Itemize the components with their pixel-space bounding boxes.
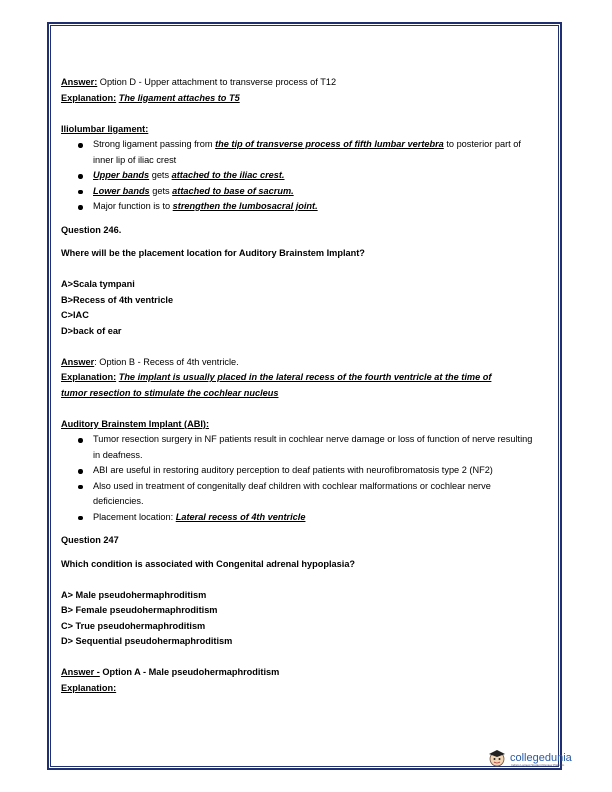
q246-question: Where will be the placement location for Auditory Brainstem Implant?: [61, 248, 365, 258]
list-item: Placement location: Lateral recess of 4th ventricle: [93, 510, 541, 526]
q247-option-c: C> True pseudohermaphroditism: [61, 620, 206, 631]
list-item: Lower bands gets attached to base of sacrum.: [93, 184, 541, 200]
q247-title: Question 247: [61, 535, 119, 545]
q245-explanation: Explanation: The ligament attaches to T5: [61, 92, 240, 103]
q246-answer: Answer: Option B - Recess of 4th ventricle.: [61, 356, 239, 367]
q247-explanation: Explanation:: [61, 682, 117, 693]
abi-list: [61, 432, 541, 525]
document-content: [61, 75, 541, 696]
list-item: Tumor resection surgery in NF patients result in cochlear nerve damage or loss of function of nerve resulting in deafness.: [93, 432, 541, 463]
iliolumbar-heading: Iliolumbar ligament:: [61, 123, 149, 134]
q247-option-a: A> Male pseudohermaphroditism: [61, 589, 207, 600]
iliolumbar-list: [61, 137, 541, 215]
abi-heading: Auditory Brainstem Implant (ABI):: [61, 418, 210, 429]
q247-answer: Answer - Option A - Male pseudohermaphroditism: [61, 667, 280, 677]
q246-option-d: D>back of ear: [61, 325, 122, 336]
q247-option-d: D> Sequential pseudohermaphroditism: [61, 636, 233, 646]
mascot-icon: [487, 747, 507, 769]
q246-option-c: C>IAC: [61, 310, 89, 320]
q246-explanation-line2: tumor resection to stimulate the cochlear nucleus: [61, 387, 279, 398]
q246-explanation: Explanation: The implant is usually placed in the lateral recess of the fourth ventricle at the time of: [61, 372, 492, 382]
collegedunia-logo: [487, 746, 572, 770]
q246-title: Question 246.: [61, 224, 122, 235]
list-item: ABI are useful in restoring auditory perception to deaf patients with neurofibromatosis type 2 (NF2): [93, 463, 541, 479]
brand-tagline: India's Largest Student Review Platform: [511, 763, 565, 767]
list-item: Major function is to strengthen the lumbosacral joint.: [93, 199, 541, 215]
q247-option-b: B> Female pseudohermaphroditism: [61, 605, 218, 615]
q245-answer: Answer: Option D - Upper attachment to transverse process of T12: [61, 77, 337, 87]
list-item: Also used in treatment of congenitally deaf children with cochlear malformations or cochlear nerve deficiencies.: [93, 479, 541, 510]
list-item: Upper bands gets attached to the iliac crest.: [93, 168, 541, 184]
brand-name: collegedunia: [510, 752, 572, 764]
list-item: Strong ligament passing from the tip of transverse process of fifth lumbar vertebra to posterior part of inner lip of iliac crest: [93, 137, 541, 168]
q246-option-a: A>Scala tympani: [61, 279, 135, 289]
q246-option-b: B>Recess of 4th ventricle: [61, 294, 174, 305]
q247-question: Which condition is associated with Congenital adrenal hypoplasia?: [61, 558, 356, 569]
